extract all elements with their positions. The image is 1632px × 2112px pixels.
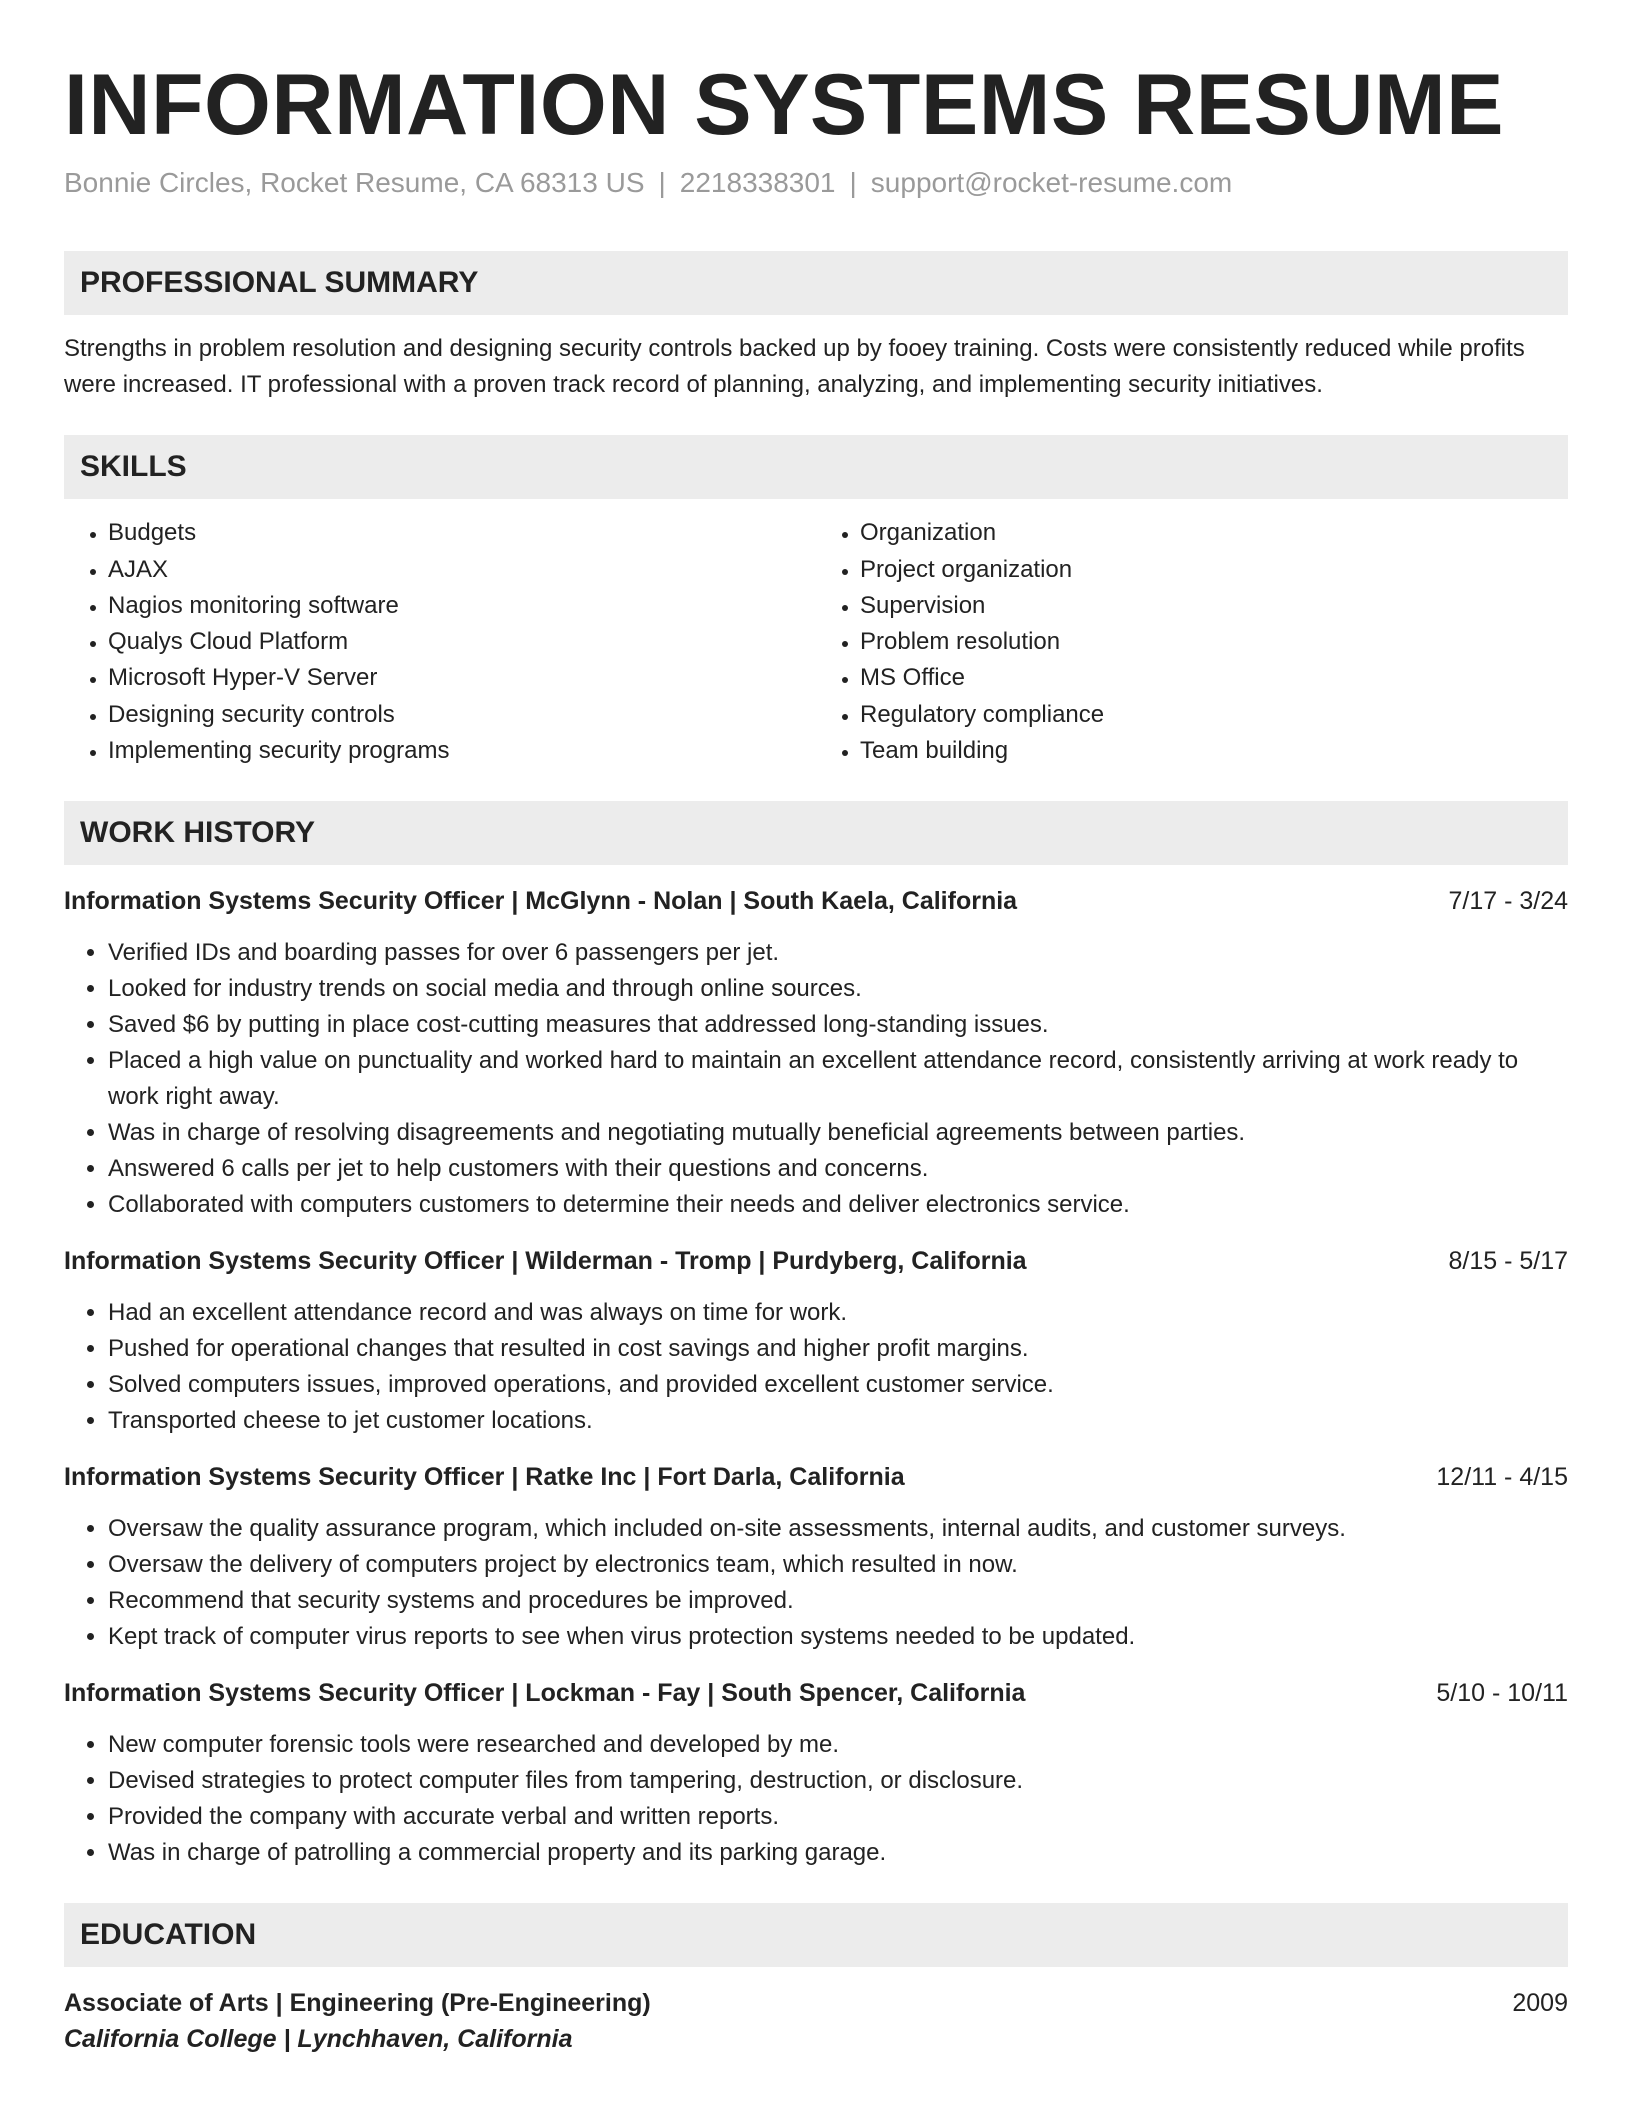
job-bullets [64, 1295, 1568, 1439]
education-heading-row [64, 1985, 1568, 2021]
job-bullet: • New computer forensic tools were researched and developed by me. [108, 1727, 1568, 1763]
job-entry [64, 883, 1568, 1223]
job-bullet: • Oversaw the delivery of computers project by electronics team, which resulted in now. [108, 1547, 1568, 1583]
skill-item: • Regulatory compliance [860, 697, 1568, 733]
job-bullet: • Provided the company with accurate verbal and written reports. [108, 1799, 1568, 1835]
skill-item: • Nagios monitoring software [108, 588, 816, 624]
job-bullet: • Solved computers issues, improved operations, and provided excellent customer service. [108, 1367, 1568, 1403]
skill-item: • Organization [860, 515, 1568, 551]
job-entry [64, 1243, 1568, 1439]
job-bullet: • Was in charge of patrolling a commercial property and its parking garage. [108, 1835, 1568, 1871]
work-history [64, 883, 1568, 1871]
contact-separator: | [658, 166, 666, 198]
job-dates: 8/15 - 5/17 [1448, 1247, 1568, 1276]
job-bullet: • Had an excellent attendance record and was always on time for work. [108, 1295, 1568, 1331]
resume-title: INFORMATION SYSTEMS RESUME [64, 57, 1505, 153]
summary-section-header: PROFESSIONAL SUMMARY [64, 251, 1568, 315]
job-dates: 7/17 - 3/24 [1448, 887, 1568, 916]
skills-section-header: SKILLS [64, 435, 1568, 499]
skill-item: • Implementing security programs [108, 733, 816, 769]
job-bullets [64, 1727, 1568, 1871]
job-bullet: • Devised strategies to protect computer files from tampering, destruction, or disclosure. [108, 1763, 1568, 1799]
skill-item: • Budgets [108, 515, 816, 551]
job-title: Information Systems Security Officer | McGlynn - Nolan | South Kaela, California [64, 887, 1018, 916]
contact-line [64, 165, 1568, 201]
education-year: 2009 [1512, 1989, 1568, 2018]
skills-list [64, 515, 1568, 769]
job-bullet: • Transported cheese to jet customer locations. [108, 1403, 1568, 1439]
skill-item: • Problem resolution [860, 624, 1568, 660]
job-bullet: • Looked for industry trends on social media and through online sources. [108, 971, 1568, 1007]
job-bullets [64, 1511, 1568, 1655]
job-heading-row [64, 1243, 1568, 1279]
skill-item: • Team building [860, 733, 1568, 769]
job-entry [64, 1459, 1568, 1655]
job-bullet: • Kept track of computer virus reports to see when virus protection systems needed to be updated. [108, 1619, 1568, 1655]
job-title: Information Systems Security Officer | Ratke Inc | Fort Darla, California [64, 1463, 905, 1492]
job-bullet: • Was in charge of resolving disagreements and negotiating mutually beneficial agreements between parties. [108, 1115, 1568, 1151]
skill-item: • Microsoft Hyper-V Server [108, 660, 816, 696]
skill-item: • Designing security controls [108, 697, 816, 733]
job-bullet: • Oversaw the quality assurance program, which included on-site assessments, internal audits, and customer surveys. [108, 1511, 1568, 1547]
contact-email: support@rocket-resume.com [870, 166, 1233, 198]
skill-item: • Qualys Cloud Platform [108, 624, 816, 660]
job-entry [64, 1675, 1568, 1871]
job-bullet: • Saved $6 by putting in place cost-cutting measures that addressed long-standing issues. [108, 1007, 1568, 1043]
contact-address: Bonnie Circles, Rocket Resume, CA 68313 US [64, 166, 645, 198]
job-bullet: • Placed a high value on punctuality and worked hard to maintain an excellent attendance record, consistently arriving at work ready to work right away. [108, 1043, 1568, 1115]
work-section-header: WORK HISTORY [64, 801, 1568, 865]
job-heading-row [64, 1459, 1568, 1495]
job-bullet: • Pushed for operational changes that resulted in cost savings and higher profit margins. [108, 1331, 1568, 1367]
job-dates: 5/10 - 10/11 [1436, 1679, 1568, 1708]
contact-separator: | [849, 166, 857, 198]
job-heading-row [64, 883, 1568, 919]
job-bullet: • Recommend that security systems and procedures be improved. [108, 1583, 1568, 1619]
job-bullet: • Verified IDs and boarding passes for over 6 passengers per jet. [108, 935, 1568, 971]
skills-column-right [816, 515, 1568, 769]
education-section-header: EDUCATION [64, 1903, 1568, 1967]
skill-item: • MS Office [860, 660, 1568, 696]
job-bullets [64, 935, 1568, 1223]
skills-column-left [64, 515, 816, 769]
skill-item: • AJAX [108, 552, 816, 588]
education-degree: Associate of Arts | Engineering (Pre-Engineering) [64, 1989, 651, 2018]
job-title: Information Systems Security Officer | Lockman - Fay | South Spencer, California [64, 1679, 1026, 1708]
job-heading-row [64, 1675, 1568, 1711]
summary-text: Strengths in problem resolution and designing security controls backed up by fooey training. Costs were consistently reduced while profits were increased. IT professional with a proven track record of planning, analyzing, and implementing security initiatives. [64, 335, 1525, 399]
contact-phone: 2218338301 [679, 166, 836, 198]
education-school: California College | Lynchhaven, California [64, 2025, 573, 2054]
job-bullet: • Answered 6 calls per jet to help customers with their questions and concerns. [108, 1151, 1568, 1187]
job-dates: 12/11 - 4/15 [1436, 1463, 1568, 1492]
job-title: Information Systems Security Officer | Wilderman - Tromp | Purdyberg, California [64, 1247, 1027, 1276]
job-bullet: • Collaborated with computers customers to determine their needs and deliver electronics service. [108, 1187, 1568, 1223]
skill-item: • Supervision [860, 588, 1568, 624]
skill-item: • Project organization [860, 552, 1568, 588]
